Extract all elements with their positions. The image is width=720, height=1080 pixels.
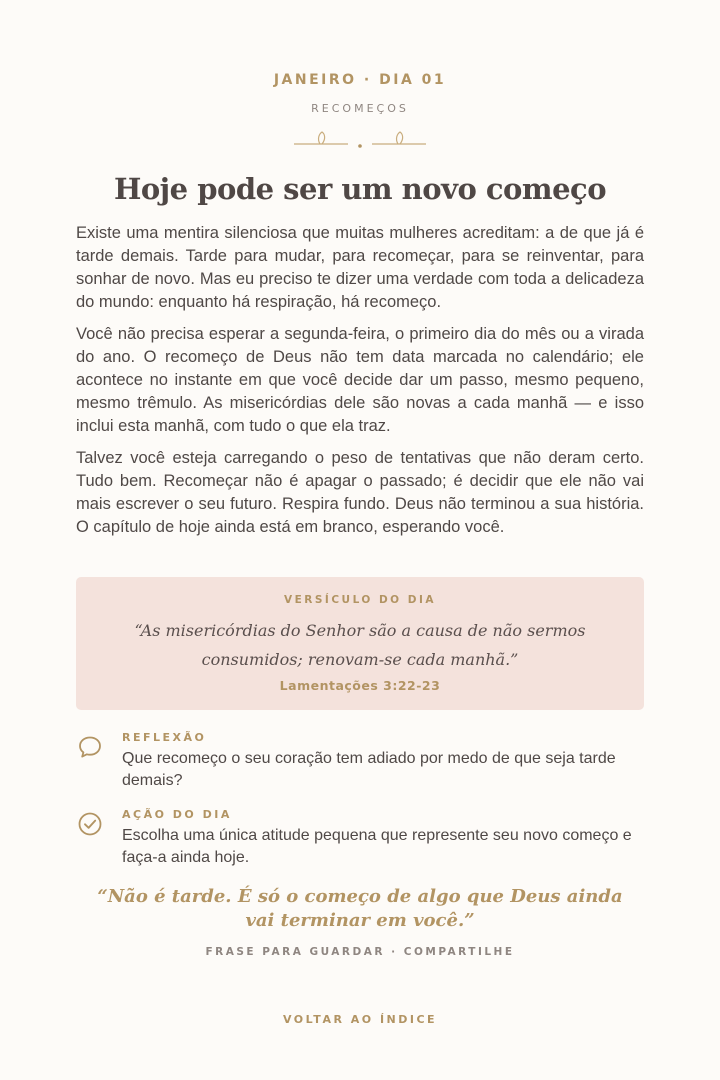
body-text (76, 222, 644, 548)
verse-text: “As misericórdias do Senhor são a causa de não sermos consumidos; renovam-se cada manhã.” (134, 621, 586, 669)
paragraph: Você não precisa esperar a segunda-feira, o primeiro dia do mês ou a virada do ano. O recomeço de Deus não tem data marcada no calendário; ele acontece no instante em que você decide dar um passo, mesmo pequeno, mesmo trêmulo. As misericórdias dele são novas a cada manhã — e isso inclui esta manhã, com tudo o que ela traz. (76, 325, 644, 435)
paragraph: Existe uma mentira silenciosa que muitas mulheres acreditam: a de que já é tarde demais. Tarde para mudar, para recomeçar, para se reinventar, para sonhar de novo. Mas eu preciso te dizer uma verdade com toda a delicadeza do mundo: enquanto há respiração, há recomeço. (76, 224, 644, 311)
speech-bubble-icon (76, 733, 104, 761)
day-label: JANEIRO · DIA 01 (273, 72, 447, 88)
theme-label: RECOMEÇOS (311, 102, 409, 115)
back-to-index-link[interactable]: VOLTAR AO ÍNDICE (282, 1013, 438, 1026)
verse-card (76, 577, 644, 710)
quote-caption: FRASE PARA GUARDAR · COMPARTILHE (205, 946, 515, 958)
divider-ornament-icon (290, 128, 430, 150)
check-circle-icon (76, 810, 104, 838)
page-title: Hoje pode ser um novo começo (113, 172, 607, 206)
action-text: Escolha uma única atitude pequena que represente seu novo começo e faça-a ainda hoje. (122, 827, 632, 866)
reflection-section (76, 731, 644, 791)
paragraph: Talvez você esteja carregando o peso de tentativas que não deram certo. Tudo bem. Recomeçar não é apagar o passado; é decidir que ele não vai mais escrever o seu futuro. Respira fundo. Deus não terminou a sua história. O capítulo de hoje ainda está em branco, esperando você. (76, 449, 644, 536)
reflection-text: Que recomeço o seu coração tem adiado por medo de que seja tarde demais? (122, 750, 616, 789)
reflection-label: REFLEXÃO (122, 731, 207, 744)
action-label: AÇÃO DO DIA (122, 808, 232, 821)
highlight-quote: “Não é tarde. É só o começo de algo que Deus ainda vai terminar em você.” (97, 886, 623, 931)
verse-reference: Lamentações 3:22-23 (279, 678, 441, 693)
action-section (76, 808, 644, 868)
verse-label: VERSÍCULO DO DIA (283, 594, 437, 606)
